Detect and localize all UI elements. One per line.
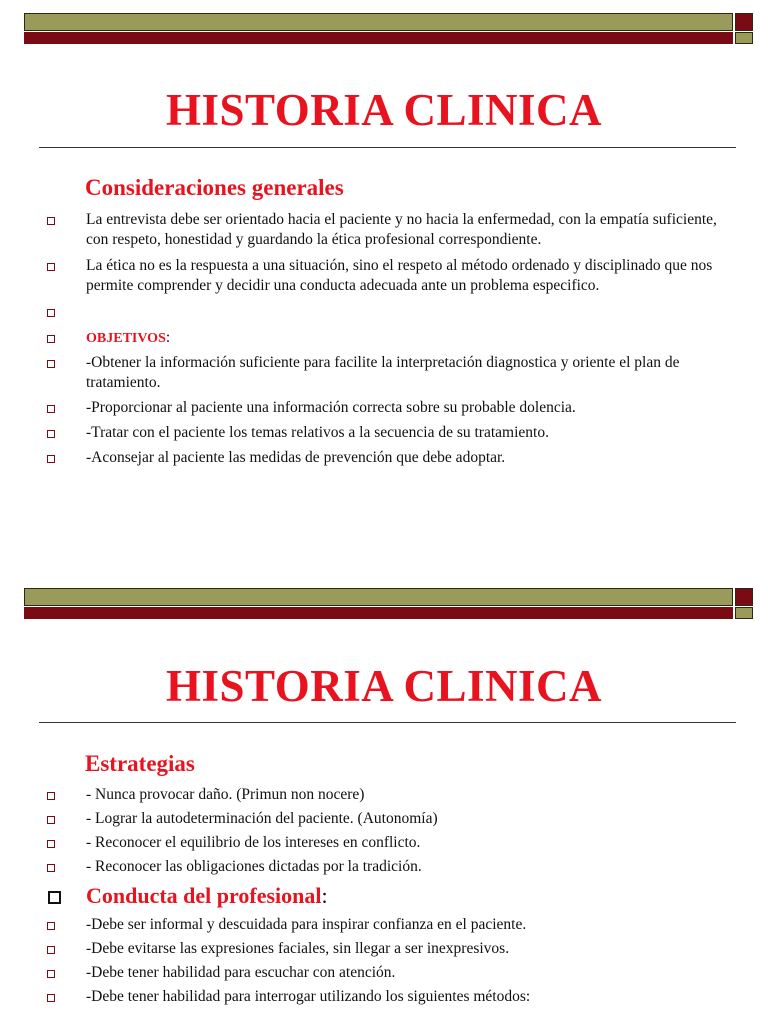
- square-bullet-icon: [47, 430, 55, 438]
- header-bar-maroon: [24, 607, 733, 619]
- square-bullet-icon: [47, 864, 55, 872]
- square-bullet-icon: [48, 891, 61, 904]
- square-bullet-icon: [47, 263, 55, 271]
- list-item: [44, 302, 734, 322]
- square-bullet-icon: [47, 840, 55, 848]
- list-item: -Debe evitarse las expresiones faciales, sin llegar a ser inexpresivos.: [44, 939, 734, 959]
- list-item: -Obtener la información suficiente para facilite la interpretación diagnostica y oriente el plan de tratamiento.: [44, 353, 734, 393]
- objetivos-label: OBJETIVOS: [86, 331, 166, 346]
- slide-title: HISTORIA CLINICA: [165, 85, 603, 135]
- square-bullet-icon: [47, 816, 55, 824]
- list-item: La ética no es la respuesta a una situación, sino el respeto al método ordenado y disciplinado que nos permite comprender y decidir una conducta adecuada ante un problema especifico.: [44, 256, 734, 296]
- list-item-objetivos: OBJETIVOS:: [44, 328, 734, 349]
- section-heading: Estrategias: [85, 751, 195, 776]
- square-bullet-icon: [47, 335, 55, 343]
- header-square-maroon: [735, 588, 753, 606]
- header-square-olive: [735, 32, 753, 44]
- list-item: La entrevista debe ser orientado hacia el paciente y no hacia la enfermedad, con la empatía suficiente, con respeto, honestidad y guardando la ética profesional correspondiente.: [44, 210, 734, 250]
- square-bullet-icon: [47, 946, 55, 954]
- list-item: -Proporcionar al paciente una información correcta sobre su probable dolencia.: [44, 398, 734, 418]
- conducta-label: Conducta del profesional: [86, 883, 322, 908]
- list-item: - Lograr la autodeterminación del paciente. (Autonomía): [44, 809, 734, 829]
- section-heading: Consideraciones generales: [85, 175, 344, 200]
- header-bar-olive: [24, 13, 733, 31]
- square-bullet-icon: [47, 994, 55, 1002]
- square-bullet-icon: [47, 405, 55, 413]
- slide-2: [0, 578, 768, 1024]
- list-item: -Debe tener habilidad para interrogar utilizando los siguientes métodos:: [44, 987, 734, 1007]
- list-item: -Aconsejar al paciente las medidas de prevención que debe adoptar.: [44, 448, 734, 468]
- list-item: -Debe ser informal y descuidada para inspirar confianza en el paciente.: [44, 915, 734, 935]
- list-item: -Tratar con el paciente los temas relativos a la secuencia de su tratamiento.: [44, 423, 734, 443]
- header-square-olive: [735, 607, 753, 619]
- list-item: - Reconocer el equilibrio de los intereses en conflicto.: [44, 833, 734, 853]
- square-bullet-icon: [47, 922, 55, 930]
- consideraciones-list: [44, 210, 734, 468]
- estrategias-list: [44, 785, 734, 1011]
- slide-title: HISTORIA CLINICA: [165, 661, 603, 711]
- square-bullet-icon: [47, 217, 55, 225]
- square-bullet-icon: [47, 360, 55, 368]
- list-item: -Debe tener habilidad para escuchar con atención.: [44, 963, 734, 983]
- square-bullet-icon: [47, 455, 55, 463]
- square-bullet-icon: [47, 792, 55, 800]
- title-rule: [39, 722, 736, 723]
- list-item: - Nunca provocar daño. (Primun non nocere): [44, 785, 734, 805]
- header-square-maroon: [735, 13, 753, 31]
- list-item-conducta: Conducta del profesional:: [44, 883, 734, 909]
- header-bar-maroon: [24, 32, 733, 44]
- title-rule: [39, 147, 736, 148]
- square-bullet-icon: [47, 970, 55, 978]
- header-bar-olive: [24, 588, 733, 606]
- square-bullet-icon: [47, 309, 55, 317]
- list-item: - Reconocer las obligaciones dictadas por la tradición.: [44, 857, 734, 877]
